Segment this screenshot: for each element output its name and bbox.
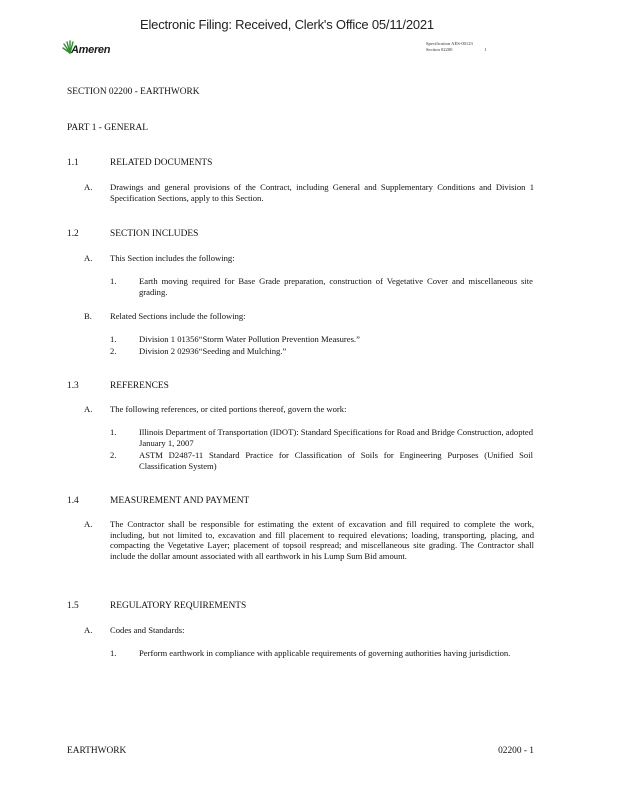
paragraph-text: The following references, or cited portions thereof, govern the work: (110, 404, 347, 414)
list-item-text: ASTM D2487-11 Standard Practice for Classification of Soils for Engineering Purposes (Unified Soil Classification System) (139, 450, 533, 471)
section-title: SECTION 02200 - EARTHWORK (67, 87, 200, 97)
section-number: 1.2 (67, 229, 79, 239)
section-number: 1.5 (67, 601, 79, 611)
ameren-logo-text: Ameren (71, 44, 111, 56)
list-number: 2. (110, 346, 117, 356)
spec-page: 1 (484, 47, 487, 52)
section-heading: RELATED DOCUMENTS (110, 158, 213, 168)
list-item-text: Earth moving required for Base Grade preparation, construction of Vegetative Cover and miscellaneous site grading. (139, 276, 533, 297)
list-number: 1. (110, 648, 117, 658)
section-heading: SECTION INCLUDES (110, 229, 199, 239)
list-number: 1. (110, 334, 117, 344)
paragraph-letter: A. (84, 404, 93, 414)
paragraph-text: This Section includes the following: (110, 253, 235, 263)
list-number: 2. (110, 450, 117, 460)
list-number: 1. (110, 427, 117, 437)
section-number: 1.1 (67, 158, 79, 168)
spec-section: Section 02200 (426, 47, 453, 52)
paragraph-letter: A. (84, 253, 93, 263)
ameren-logo (62, 40, 142, 62)
paragraph-text: Related Sections include the following: (110, 311, 246, 321)
section-heading: REGULATORY REQUIREMENTS (110, 601, 247, 611)
part-title: PART 1 - GENERAL (67, 123, 148, 133)
list-number: 1. (110, 276, 117, 286)
section-heading: REFERENCES (110, 381, 169, 391)
section-number: 1.4 (67, 496, 79, 506)
paragraph-text: The Contractor shall be responsible for estimating the extent of excavation and fill required to complete the work, including, but not limited to, excavation and fill placement to required elevations; loading, transporting, placing, and compacting the Vegetative Layer; placement of topsoil respread; and miscellaneous site grading. The Contractor shall include the dollar amount associated with all earthwork in his Lump Sum Bid amount. (110, 519, 534, 561)
filing-stamp: Electronic Filing: Received, Clerk's Office 05/11/2021 (140, 17, 434, 32)
paragraph-letter: A. (84, 519, 93, 529)
paragraph-text: Codes and Standards: (110, 625, 185, 635)
paragraph-letter: A. (84, 625, 93, 635)
paragraph-letter: B. (84, 311, 92, 321)
list-item-text: Division 1 01356“Storm Water Pollution Prevention Measures.” (139, 334, 360, 344)
spec-number: Specification AES-00123 (426, 41, 473, 46)
footer-page-number: 02200 - 1 (498, 746, 534, 756)
section-number: 1.3 (67, 381, 79, 391)
list-item-text: Illinois Department of Transportation (IDOT): Standard Specifications for Road and Bridge Construction, adopted January 1, 2007 (139, 427, 533, 448)
section-heading: MEASUREMENT AND PAYMENT (110, 496, 250, 506)
paragraph-text: Drawings and general provisions of the Contract, including General and Supplementary Conditions and Division 1 Specification Sections, apply to this Section. (110, 182, 534, 203)
list-item-text: Perform earthwork in compliance with applicable requirements of governing authorities having jurisdiction. (139, 648, 511, 658)
footer-title: EARTHWORK (67, 746, 127, 756)
paragraph-letter: A. (84, 182, 93, 192)
spec-header (426, 41, 487, 53)
list-item-text: Division 2 02936“Seeding and Mulching.” (139, 346, 287, 356)
